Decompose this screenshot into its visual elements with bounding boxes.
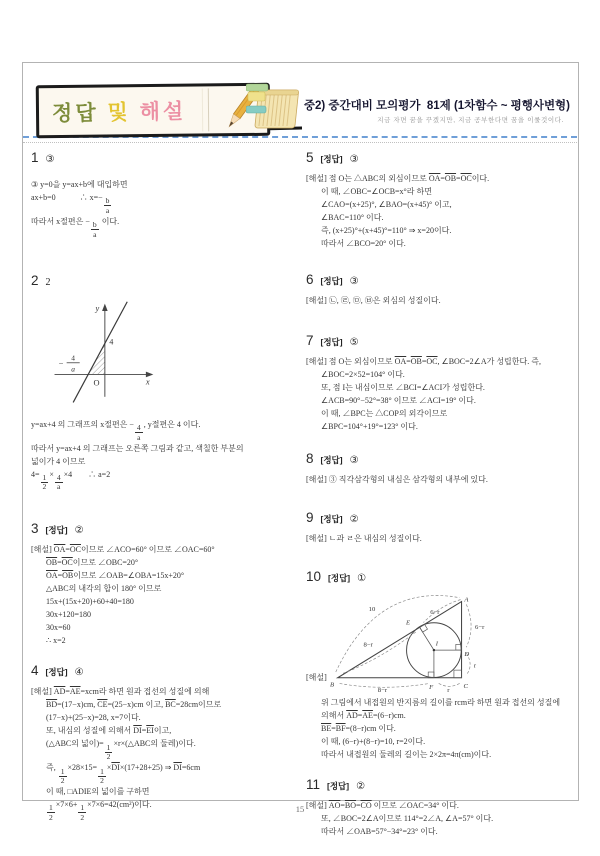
overline-segment: $\overline{OA}$ [53,545,66,555]
overline-segment: $\overline{EI}$ [146,726,154,736]
fraction: $\frac{4}{a}$ [56,472,61,492]
solution-line: [해설] ㉡, ㉣, ㉤, ㉥은 외심의 성질이다. [306,296,441,305]
overline-segment: $\overline{AD}$ [346,711,358,720]
solution-line: 이 때, □ADIE의 넓이를 구하면 [46,787,150,797]
overline-segment: $\overline{OB}$ [410,357,422,366]
answer-value: ② [349,514,359,525]
header-divider-secondary [23,142,577,143]
sticky-notes-icon [246,78,304,141]
overline-segment: $\overline{DI}$ [173,763,182,773]
fraction: $\frac{1}{2}$ [60,766,65,786]
answer-value: ② [356,781,366,792]
solution-lines [306,295,576,307]
overline-segment: $\overline{OB}$ [444,174,457,183]
overline-segment: $\overline{AE}$ [69,687,81,697]
solution-line: [해설] 점 O는 △ABC의 외심이므로 $\overline{OA}=\overline{OB}=\overline{OC}$이다. [306,174,490,183]
banner-word-explanations: 해설 [139,99,187,124]
overline-segment: $\overline{OA}$ [428,174,441,183]
answer-label: [정답] [328,573,351,583]
overline-segment: $\overline{CO}$ [360,801,372,810]
problem-number: 1 [31,150,39,165]
overline-segment: $\overline{BE}$ [321,724,332,733]
problem-header [31,150,289,165]
solution-lines [31,544,289,647]
problem-number: 4 [31,663,39,679]
page-number: 15 [295,804,305,814]
svg-text:4: 4 [71,353,76,363]
svg-text:6−r: 6−r [430,608,440,616]
solution-line: (17−x)+(25−x)=28, x=7이다. [46,713,141,723]
problem-header [31,663,289,678]
overline-segment: $\overline{DI}$ [111,763,120,773]
solution-line: (△ABC의 넓이)= $\frac{1}{2}$ ×r×(△ABC의 둘레)이다. [46,739,196,762]
overline-segment: $\overline{BF}$ [335,724,346,733]
solution-line: ax+b=0 ∴ x=− $\frac{b}{a}$ [31,193,110,215]
svg-text:6−r: 6−r [474,624,485,632]
answer-value: 2 [45,276,51,288]
problem-header [306,777,576,792]
solution-line: 15x+(15x+20)+60+40=180 [46,597,134,607]
answer-value: ③ [349,455,359,466]
problem-5 [306,150,576,250]
notebook-pagefold [208,88,209,131]
problem-number: 10 [306,569,322,584]
svg-text:D: D [464,650,470,658]
problem-7 [306,333,576,433]
solution-line: [해설] $\overline{AD}=\overline{AE}=xcm$라 하면 원과 접선의 성질에 의해 [31,687,210,697]
answer-label: [정답] [320,337,343,347]
notebook-pagefold [202,88,203,131]
overline-segment: $\overline{CE}$ [97,700,108,710]
banner-word-and: 및 [107,100,131,125]
answer-value: ② [74,525,84,537]
overline-segment: $\overline{OB}$ [62,571,74,581]
solution-line: 따라서 내접원의 둘레의 길이는 2×2π=4π(cm)이다. [321,750,492,759]
solution-line: ∠BAC=110° 이다. [321,213,384,222]
column-right [306,150,576,856]
answer-label: [정답] [45,667,68,678]
solution-lines [31,686,289,822]
figure-linear-graph [47,298,289,413]
svg-text:A: A [464,596,469,604]
solution-line: 이 때, (6−r)+(8−r)=10, r=2이다. [321,737,426,746]
fraction: $\frac{1}{2}$ [106,742,111,762]
solution-line: 또, 내심의 성질에 의해서 $\overline{DI}=\overline{EI}$이고, [46,726,172,736]
solution-line: 30x=60 [46,623,71,633]
solution-line: 따라서 ∠OAB=57°−34°=23° 이다. [321,827,438,836]
problem-header [306,510,576,525]
problem-3 [31,521,289,647]
svg-text:B: B [329,681,334,689]
solution-lines [306,356,576,433]
overline-segment: $\overline{OA}$ [46,571,58,581]
solution-line: ∠ACB=90°−52°=38° 이므로 ∠ACI=19° 이다. [321,396,476,405]
solution-line: y=ax+4 의 그래프의 x절편은 − $\frac{4}{a}$ , y절편은 4 이다. [31,419,201,442]
solution-label: [해설] [306,673,327,682]
solution-line: △ABC의 내각의 합이 180° 이므로 [46,584,162,594]
problem-number: 7 [306,333,314,348]
overline-segment: $\overline{OC}$ [460,174,472,183]
overline-segment: $\overline{DI}$ [133,726,142,736]
solution-lines [31,179,289,239]
solution-line: 즉, (x+25)°+(x+45)°=110° ⇒ x=20이다. [321,226,452,235]
figure-incircle-triangle [306,592,576,693]
solution-line: ∠BOC=2×52=104° 이다. [321,370,405,379]
solution-line: [해설] $\overline{AO}=\overline{BO}=\overline{CO}$ 이므로 ∠OAC=34° 이다. [306,801,459,810]
solution-line: ∠CAO=(x+25)°, ∠BAO=(x+45)° 이고, [321,200,452,209]
solution-line: ③ y=0을 y=ax+b에 대입하면 [31,180,128,189]
fraction: $\frac{1}{2}$ [42,472,47,492]
problem-2 [31,273,289,492]
problem-header [306,451,576,466]
fraction: $\frac{1}{2}$ [49,803,53,822]
answer-label: [정답] [320,514,343,524]
solution-line: 이 때, ∠BPC는 △COP의 외각이므로 [321,409,448,418]
solution-line: 따라서 x절편은 − $\frac{b}{a}$ 이다. [31,216,120,239]
solution-lines [306,474,576,486]
svg-text:E: E [405,619,410,627]
solution-line: [해설] ③ 직각삼각형의 내심은 삼각형의 내부에 있다. [306,475,488,484]
answer-label: [정답] [320,154,343,164]
banner-word-answers: 정답 [51,101,99,125]
solution-line: 또, 점 I는 내심이므로 ∠BCI=∠ACI가 성립한다. [321,383,485,392]
problem-9 [306,510,576,545]
solution-line: [해설] 점 O는 외심이므로 $\overline{OA}=\overline{OB}=\overline{OC}$, ∠BOC=2∠A가 성립한다. 즉, [306,357,541,366]
overline-segment: $\overline{BD}$ [46,700,58,710]
problem-10 [306,569,576,761]
answer-value: ③ [45,154,55,165]
svg-text:a: a [71,364,76,374]
problem-header [31,273,289,288]
solution-line: 즉, $\frac{1}{2}$ ×28×15= $\frac{1}{2}$ $\times\overline{DI}\times(17+28+25)$ ⇒ $\overline{DI}=6cm$ [46,763,201,786]
solution-line: 30x+120=180 [46,610,92,620]
overline-segment: $\overline{OB}$ [46,558,58,568]
overline-segment: $\overline{BC}$ [165,700,176,710]
problem-8 [306,451,576,486]
solution-line: 이 때, ∠OBC=∠OCB=x°라 하면 [321,187,432,196]
problem-header [306,569,576,584]
answer-value: ③ [349,154,359,165]
solution-line: 따라서 y=ax+4 의 그래프는 오른쪽 그림과 같고, 색칠한 부분의 [31,443,244,453]
answer-label: [정답] [320,455,343,465]
overline-segment: $\overline{OC}$ [426,357,438,366]
svg-text:8−r: 8−r [363,641,373,649]
problem-header [306,150,576,165]
solution-lines [31,419,289,492]
answer-value: ① [357,573,367,584]
problem-number: 5 [306,150,314,165]
overline-segment: $\overline{AE}$ [362,711,373,720]
fraction: $\frac{b}{a}$ [105,196,110,215]
solution-line: $\overline{OA}=\overline{OB}$이므로 ∠OAB=∠OBA=15x+20° [46,571,185,581]
exam-title: 중2) 중간대비 모의평가 81제 (1차함수 ~ 평행사변형) [303,100,570,112]
solution-lines [306,533,576,545]
solution-line: [해설] $\overline{OA}=\overline{OC}$이므로 ∠ACO=60° 이므로 ∠OAC=60° [31,545,215,555]
overline-segment: $\overline{OC}$ [69,545,81,555]
fraction: $\frac{b}{a}$ [92,220,97,239]
problem-number: 9 [306,510,314,525]
problem-6 [306,272,576,307]
solution-line: 4= $\frac{1}{2}$ × $\frac{4}{a}$ ×4 ∴ a=2 [31,469,111,492]
column-left [31,150,289,840]
problem-header [306,333,576,348]
solution-line: 위 그림에서 내접원의 반지름의 길이를 rcm라 하면 원과 접선의 성질에 [321,698,561,707]
svg-text:y: y [95,303,100,313]
answer-value: ③ [349,276,359,287]
problem-number: 2 [31,272,39,288]
svg-text:8−r: 8−r [377,687,387,693]
triangle [337,602,461,678]
fraction: $\frac{1}{2}$ [100,766,104,786]
solution-line: [해설] ㄴ과 ㄹ은 내심의 성질이다. [306,534,422,543]
overline-segment: $\overline{OC}$ [61,558,73,568]
svg-text:O: O [93,378,100,388]
motto-text: 지금 자면 꿈을 꾸겠지만, 지금 공부한다면 꿈을 이룰것이다. [377,117,564,124]
fraction: $\frac{1}{2}$ [80,803,85,822]
svg-text:F: F [428,684,434,692]
answer-label: [정답] [45,525,68,536]
solution-line: 따라서 ∠BCO=20° 이다. [321,239,406,248]
svg-text:4: 4 [109,337,114,347]
problem-number: 11 [306,777,321,792]
solution-line: 의해서 $\overline{AD}=\overline{AE}=(6-r)cm$. [321,711,406,720]
problem-4 [31,663,289,822]
svg-text:x: x [145,377,150,387]
solution-lines [306,697,576,761]
svg-text:r: r [473,662,476,670]
overline-segment: $\overline{BO}$ [344,801,356,810]
solution-line: ∠BPC=104°+19°=123° 이다. [321,422,418,431]
solution-line: $\overline{BE}=\overline{BF}=(8-r)cm$ 이다. [321,724,396,733]
svg-text:10: 10 [368,606,376,614]
answer-label: [정답] [320,276,343,286]
svg-text:r: r [447,687,450,693]
svg-text:−: − [58,358,64,368]
overline-segment: $\overline{OA}$ [394,357,407,366]
answer-value: ④ [74,667,84,679]
problem-header [306,272,576,287]
overline-segment: $\overline{AD}$ [53,687,66,697]
problem-number: 3 [31,521,39,537]
solution-line: $\overline{BD}=(17-x)cm$, $\overline{CE}=(25-x)cm$ 이고, $\overline{BC}=28cm$이므로 [46,700,222,710]
solution-line: $\frac{1}{2}$ ×7×6+ $\frac{1}{2}$ ×7×6=42(cm²)이다. [49,800,152,822]
graph-line [73,301,127,402]
solution-line: 또, ∠BOC=2∠A이므로 114°=2∠A, ∠A=57° 이다. [321,814,494,823]
banner-title [39,95,187,128]
problem-number: 6 [306,272,314,287]
problem-number: 8 [306,451,314,466]
solution-line: ∴ x=2 [46,636,66,646]
problem-header [31,521,289,536]
solution-lines [306,173,576,250]
fraction: $\frac{4}{a}$ [136,423,141,442]
overline-segment: $\overline{AO}$ [328,801,341,810]
answer-label: [정답] [327,781,350,791]
solution-line: 넓이가 4 이므로 [31,456,86,466]
svg-text:I: I [435,640,438,648]
svg-text:C: C [463,683,468,691]
answer-value: ⑤ [349,337,359,348]
solution-line: $\overline{OB}=\overline{OC}$이므로 ∠OBC=20° [46,558,139,568]
problem-1 [31,150,289,239]
